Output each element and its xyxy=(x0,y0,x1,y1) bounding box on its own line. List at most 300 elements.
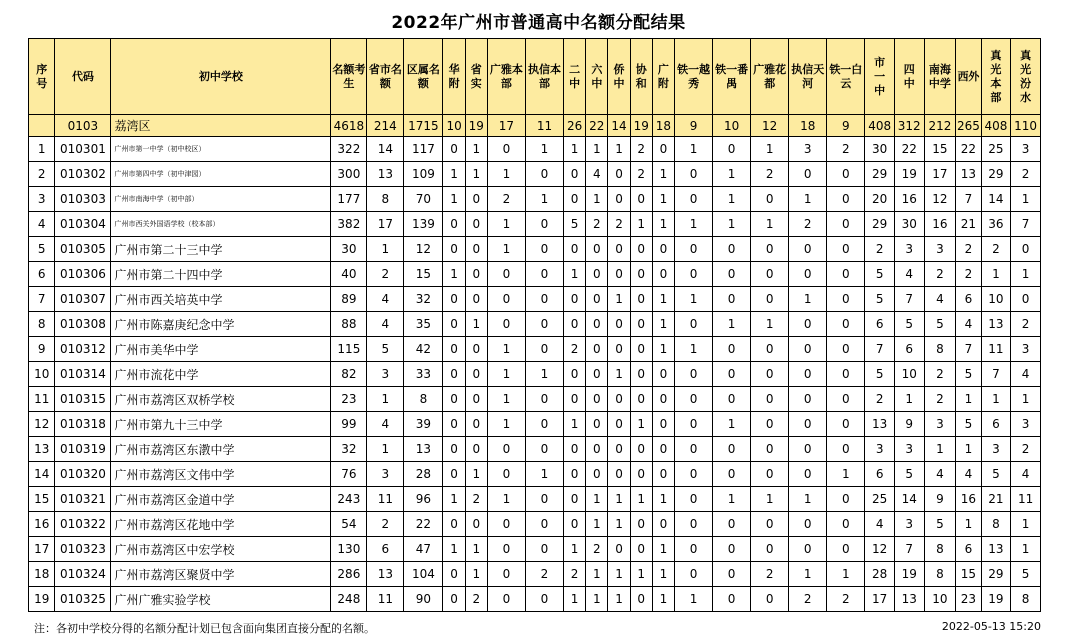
table-cell: 1 xyxy=(608,512,630,537)
table-cell: 1 xyxy=(465,562,487,587)
table-cell: 1 xyxy=(827,462,865,487)
table-cell: 0 xyxy=(827,187,865,212)
table-cell: 13 xyxy=(894,587,924,612)
table-cell: 1 xyxy=(827,562,865,587)
table-row xyxy=(29,137,1041,162)
table-cell: 2 xyxy=(827,587,865,612)
table-cell: 0 xyxy=(608,412,630,437)
column-header: 省实 xyxy=(465,39,487,115)
table-cell: 2 xyxy=(465,587,487,612)
table-row xyxy=(29,387,1041,412)
table-cell: 0 xyxy=(443,512,465,537)
table-cell: 11 xyxy=(367,587,404,612)
table-cell: 1 xyxy=(564,262,586,287)
table-cell: 9 xyxy=(675,115,713,137)
table-cell: 0 xyxy=(652,437,674,462)
table-cell: 2 xyxy=(789,212,827,237)
table-cell: 0 xyxy=(487,287,525,312)
table-cell: 1 xyxy=(652,562,674,587)
table-cell: 0 xyxy=(465,262,487,287)
table-cell: 1 xyxy=(586,137,608,162)
table-cell: 0 xyxy=(675,412,713,437)
table-cell: 1 xyxy=(652,162,674,187)
table-cell: 010315 xyxy=(55,387,111,412)
table-cell: 0 xyxy=(1011,237,1041,262)
table-cell: 0 xyxy=(487,262,525,287)
table-cell: 9 xyxy=(827,115,865,137)
table-cell: 1 xyxy=(652,312,674,337)
table-cell: 2 xyxy=(525,562,563,587)
timestamp: 2022-05-13 15:20 xyxy=(941,620,1041,633)
table-cell: 0 xyxy=(751,262,789,287)
table-cell: 4 xyxy=(367,312,404,337)
table-cell: 2 xyxy=(1011,437,1041,462)
table-cell: 1 xyxy=(956,387,981,412)
table-cell: 90 xyxy=(404,587,443,612)
column-header: 执信本部 xyxy=(525,39,563,115)
table-cell: 0 xyxy=(564,312,586,337)
table-cell: 20 xyxy=(865,187,895,212)
table-cell: 19 xyxy=(981,587,1011,612)
table-cell: 13 xyxy=(367,162,404,187)
table-cell: 010323 xyxy=(55,537,111,562)
table-cell: 6 xyxy=(29,262,55,287)
table-cell: 8 xyxy=(1011,587,1041,612)
table-cell: 0 xyxy=(713,387,751,412)
table-cell: 13 xyxy=(865,412,895,437)
table-cell: 9 xyxy=(894,412,924,437)
table-cell: 0 xyxy=(789,337,827,362)
table-cell: 0 xyxy=(675,512,713,537)
table-cell: 010305 xyxy=(55,237,111,262)
table-cell: 23 xyxy=(331,387,367,412)
table-cell: 1 xyxy=(751,487,789,512)
table-cell: 0 xyxy=(713,262,751,287)
table-cell: 10 xyxy=(924,587,956,612)
table-cell: 0 xyxy=(789,362,827,387)
table-cell: 0 xyxy=(789,462,827,487)
table-cell: 0 xyxy=(751,362,789,387)
table-cell: 6 xyxy=(894,337,924,362)
table-cell: 0 xyxy=(608,237,630,262)
table-cell: 8 xyxy=(981,512,1011,537)
table-cell: 1 xyxy=(675,212,713,237)
table-cell: 2 xyxy=(956,262,981,287)
table-cell: 1 xyxy=(981,387,1011,412)
table-cell: 5 xyxy=(956,412,981,437)
table-cell: 0 xyxy=(630,437,652,462)
table-cell: 1 xyxy=(487,387,525,412)
table-cell: 29 xyxy=(865,212,895,237)
table-cell: 0 xyxy=(525,512,563,537)
table-cell: 0 xyxy=(652,462,674,487)
table-cell: 0 xyxy=(465,337,487,362)
table-cell: 4618 xyxy=(331,115,367,137)
table-cell: 8 xyxy=(924,337,956,362)
table-cell: 19 xyxy=(465,115,487,137)
table-cell: 300 xyxy=(331,162,367,187)
table-cell: 8 xyxy=(404,387,443,412)
table-cell: 4 xyxy=(1011,362,1041,387)
table-cell: 0 xyxy=(443,212,465,237)
table-cell: 12 xyxy=(924,187,956,212)
table-cell: 15 xyxy=(404,262,443,287)
table-cell: 0 xyxy=(630,337,652,362)
table-cell: 0 xyxy=(608,462,630,487)
table-cell: 2 xyxy=(956,237,981,262)
table-cell: 0 xyxy=(443,337,465,362)
table-cell: 30 xyxy=(331,237,367,262)
table-cell: 12 xyxy=(751,115,789,137)
table-row xyxy=(29,312,1041,337)
table-cell: 0 xyxy=(443,387,465,412)
table-cell: 0 xyxy=(525,437,563,462)
table-cell: 13 xyxy=(956,162,981,187)
table-cell: 18 xyxy=(652,115,674,137)
table-cell: 7 xyxy=(981,362,1011,387)
table-cell: 0 xyxy=(525,212,563,237)
table-cell: 0 xyxy=(713,512,751,537)
table-cell: 0 xyxy=(827,162,865,187)
table-cell: 8 xyxy=(367,187,404,212)
table-cell: 382 xyxy=(331,212,367,237)
table-cell: 0 xyxy=(525,162,563,187)
table-cell: 1 xyxy=(608,362,630,387)
table-cell: 荔湾区 xyxy=(111,115,331,137)
table-cell: 17 xyxy=(924,162,956,187)
table-cell: 248 xyxy=(331,587,367,612)
table-cell: 1 xyxy=(789,487,827,512)
table-cell: 2 xyxy=(865,387,895,412)
table-row xyxy=(29,462,1041,487)
table-cell: 010324 xyxy=(55,562,111,587)
table-cell: 11 xyxy=(1011,487,1041,512)
table-cell: 12 xyxy=(404,237,443,262)
table-cell: 19 xyxy=(29,587,55,612)
table-cell: 0 xyxy=(608,387,630,412)
table-cell: 2 xyxy=(487,187,525,212)
table-cell: 4 xyxy=(367,412,404,437)
table-cell: 1 xyxy=(652,337,674,362)
table-cell: 1 xyxy=(981,262,1011,287)
table-cell: 35 xyxy=(404,312,443,337)
table-cell: 0 xyxy=(713,437,751,462)
table-cell: 1 xyxy=(924,437,956,462)
table-cell: 0 xyxy=(564,487,586,512)
table-row xyxy=(29,287,1041,312)
table-cell: 1 xyxy=(713,487,751,512)
table-cell: 19 xyxy=(894,562,924,587)
table-cell: 0 xyxy=(525,337,563,362)
table-cell: 1 xyxy=(525,187,563,212)
table-cell: 8 xyxy=(924,562,956,587)
table-cell: 0 xyxy=(789,412,827,437)
table-row xyxy=(29,362,1041,387)
table-cell: 010318 xyxy=(55,412,111,437)
table-cell: 0 xyxy=(675,387,713,412)
table-cell: 9 xyxy=(29,337,55,362)
table-cell: 17 xyxy=(487,115,525,137)
table-cell: 2 xyxy=(981,237,1011,262)
table-cell: 010308 xyxy=(55,312,111,337)
table-cell: 0 xyxy=(827,412,865,437)
column-header: 协和 xyxy=(630,39,652,115)
table-cell: 109 xyxy=(404,162,443,187)
table-cell: 0 xyxy=(443,312,465,337)
table-cell: 1 xyxy=(465,462,487,487)
column-header: 初中学校 xyxy=(111,39,331,115)
table-cell: 2 xyxy=(865,237,895,262)
table-cell: 1 xyxy=(487,212,525,237)
table-cell: 0 xyxy=(675,437,713,462)
table-cell: 1 xyxy=(586,187,608,212)
table-cell: 0 xyxy=(751,462,789,487)
table-cell: 0 xyxy=(751,512,789,537)
table-cell: 0 xyxy=(443,362,465,387)
table-cell: 0 xyxy=(827,362,865,387)
table-cell: 0 xyxy=(525,487,563,512)
table-cell: 0 xyxy=(525,587,563,612)
table-cell: 0 xyxy=(827,387,865,412)
table-cell: 1 xyxy=(443,262,465,287)
table-cell: 0 xyxy=(827,312,865,337)
table-cell: 3 xyxy=(981,437,1011,462)
table-row xyxy=(29,162,1041,187)
table-cell: 0 xyxy=(564,287,586,312)
table-cell: 2 xyxy=(630,137,652,162)
table-cell: 7 xyxy=(956,337,981,362)
table-cell: 广州市荔湾区金道中学 xyxy=(111,487,331,512)
column-header: 铁一白云 xyxy=(827,39,865,115)
table-cell: 0 xyxy=(630,587,652,612)
table-cell: 1 xyxy=(525,362,563,387)
table-cell: 0 xyxy=(751,412,789,437)
table-cell: 0 xyxy=(586,237,608,262)
table-cell: 2 xyxy=(465,487,487,512)
table-cell: 0 xyxy=(487,562,525,587)
table-cell: 1 xyxy=(586,487,608,512)
table-cell: 0 xyxy=(827,337,865,362)
column-header: 省市名额 xyxy=(367,39,404,115)
footnote: 注：各初中学校分得的名额分配计划已包含面向集团直接分配的名额。 xyxy=(34,622,375,635)
table-cell: 0 xyxy=(586,362,608,387)
table-cell: 214 xyxy=(367,115,404,137)
table-row xyxy=(29,587,1041,612)
table-cell: 2 xyxy=(924,387,956,412)
table-cell: 1 xyxy=(29,137,55,162)
table-cell: 13 xyxy=(981,537,1011,562)
table-cell: 13 xyxy=(29,437,55,462)
table-cell: 11 xyxy=(367,487,404,512)
table-cell: 0 xyxy=(630,362,652,387)
table-cell: 5 xyxy=(29,237,55,262)
table-cell: 0 xyxy=(827,537,865,562)
table-cell: 0 xyxy=(586,337,608,362)
table-cell: 10 xyxy=(894,362,924,387)
table-cell: 0 xyxy=(652,237,674,262)
table-cell: 25 xyxy=(981,137,1011,162)
table-cell: 10 xyxy=(443,115,465,137)
summary-row xyxy=(29,115,1041,137)
table-cell: 广州广雅实验学校 xyxy=(111,587,331,612)
table-cell: 010302 xyxy=(55,162,111,187)
table-cell: 23 xyxy=(956,587,981,612)
table-cell: 4 xyxy=(586,162,608,187)
table-cell: 0 xyxy=(564,512,586,537)
table-cell: 0 xyxy=(525,387,563,412)
table-cell: 1 xyxy=(608,487,630,512)
table-cell: 4 xyxy=(367,287,404,312)
table-cell: 11 xyxy=(29,387,55,412)
table-cell: 82 xyxy=(331,362,367,387)
table-cell: 139 xyxy=(404,212,443,237)
table-cell: 0 xyxy=(652,387,674,412)
table-cell: 广州市第二十四中学 xyxy=(111,262,331,287)
table-cell: 0 xyxy=(487,462,525,487)
table-cell: 1 xyxy=(956,512,981,537)
table-cell: 21 xyxy=(981,487,1011,512)
table-cell: 4 xyxy=(956,462,981,487)
table-cell: 2 xyxy=(1011,162,1041,187)
table-cell: 13 xyxy=(981,312,1011,337)
table-cell: 1 xyxy=(652,587,674,612)
table-cell: 0 xyxy=(564,462,586,487)
table-cell: 29 xyxy=(865,162,895,187)
table-cell: 广州市第九十三中学 xyxy=(111,412,331,437)
table-cell: 0 xyxy=(630,187,652,212)
table-cell: 0 xyxy=(751,237,789,262)
table-cell: 1 xyxy=(586,587,608,612)
table-cell: 0 xyxy=(630,462,652,487)
table-cell: 0 xyxy=(443,412,465,437)
table-cell: 广州市荔湾区花地中学 xyxy=(111,512,331,537)
table-cell: 1 xyxy=(465,312,487,337)
table-cell: 1 xyxy=(630,487,652,512)
table-row xyxy=(29,337,1041,362)
table-cell: 265 xyxy=(956,115,981,137)
table-cell: 88 xyxy=(331,312,367,337)
table-cell: 广州市美华中学 xyxy=(111,337,331,362)
table-cell: 广州市荔湾区聚贤中学 xyxy=(111,562,331,587)
table-row xyxy=(29,537,1041,562)
table-cell: 1 xyxy=(713,162,751,187)
table-cell: 0 xyxy=(443,587,465,612)
table-cell: 010303 xyxy=(55,187,111,212)
table-cell: 2 xyxy=(29,162,55,187)
table-cell: 1 xyxy=(487,162,525,187)
table-cell: 广州市第二十三中学 xyxy=(111,237,331,262)
column-header: 代码 xyxy=(55,39,111,115)
table-cell: 0 xyxy=(465,437,487,462)
table-cell: 1 xyxy=(564,137,586,162)
table-cell: 1 xyxy=(751,212,789,237)
table-cell: 0 xyxy=(465,362,487,387)
column-header: 铁一番禺 xyxy=(713,39,751,115)
table-cell: 1 xyxy=(675,287,713,312)
table-cell: 1 xyxy=(630,562,652,587)
table-cell: 0 xyxy=(827,237,865,262)
column-header: 侨中 xyxy=(608,39,630,115)
column-header: 市一中 xyxy=(865,39,895,115)
table-row xyxy=(29,512,1041,537)
table-cell: 0 xyxy=(751,187,789,212)
table-cell: 33 xyxy=(404,362,443,387)
table-cell: 4 xyxy=(29,212,55,237)
table-cell: 0 xyxy=(713,562,751,587)
table-cell: 3 xyxy=(29,187,55,212)
table-cell: 22 xyxy=(894,137,924,162)
table-cell: 1 xyxy=(1011,262,1041,287)
table-cell: 3 xyxy=(789,137,827,162)
table-cell: 0 xyxy=(751,437,789,462)
table-cell: 广州市荔湾区东漖中学 xyxy=(111,437,331,462)
table-cell: 5 xyxy=(1011,562,1041,587)
table-cell: 322 xyxy=(331,137,367,162)
table-cell: 0 xyxy=(586,387,608,412)
table-cell: 0 xyxy=(713,537,751,562)
table-cell: 0 xyxy=(1011,287,1041,312)
table-cell: 25 xyxy=(865,487,895,512)
table-cell: 0 xyxy=(630,512,652,537)
table-cell: 广州市第四中学（初中津园） xyxy=(111,162,331,187)
table-cell: 1 xyxy=(630,412,652,437)
table-cell: 1 xyxy=(713,212,751,237)
table-cell: 0 xyxy=(713,362,751,387)
table-cell: 11 xyxy=(981,337,1011,362)
table-cell: 70 xyxy=(404,187,443,212)
column-header: 南海中学 xyxy=(924,39,956,115)
table-cell: 0 xyxy=(525,287,563,312)
table-cell: 10 xyxy=(713,115,751,137)
table-cell: 39 xyxy=(404,412,443,437)
table-cell: 1 xyxy=(487,412,525,437)
table-row xyxy=(29,437,1041,462)
table-cell: 0 xyxy=(443,462,465,487)
table-cell: 19 xyxy=(894,162,924,187)
table-cell: 广州市陈嘉庚纪念中学 xyxy=(111,312,331,337)
table-cell: 17 xyxy=(367,212,404,237)
table-cell: 1 xyxy=(465,537,487,562)
column-header: 广附 xyxy=(652,39,674,115)
table-cell: 0 xyxy=(586,287,608,312)
table-cell: 42 xyxy=(404,337,443,362)
table-cell: 54 xyxy=(331,512,367,537)
table-cell: 1 xyxy=(465,137,487,162)
table-cell: 2 xyxy=(630,162,652,187)
table-cell: 1 xyxy=(713,312,751,337)
table-cell: 312 xyxy=(894,115,924,137)
table-cell: 0 xyxy=(675,487,713,512)
table-cell: 17 xyxy=(29,537,55,562)
table-cell: 117 xyxy=(404,137,443,162)
table-cell: 010312 xyxy=(55,337,111,362)
table-cell: 1 xyxy=(652,287,674,312)
table-cell: 4 xyxy=(956,312,981,337)
table-row xyxy=(29,237,1041,262)
header-row xyxy=(29,39,1041,115)
table-cell: 0 xyxy=(789,237,827,262)
table-cell: 0 xyxy=(652,412,674,437)
table-cell: 8 xyxy=(924,537,956,562)
column-header: 真光汾水 xyxy=(1011,39,1041,115)
table-cell: 3 xyxy=(894,512,924,537)
column-header: 华附 xyxy=(443,39,465,115)
table-cell: 22 xyxy=(956,137,981,162)
table-cell: 10 xyxy=(981,287,1011,312)
table-cell: 1 xyxy=(751,137,789,162)
table-cell: 1 xyxy=(894,387,924,412)
table-cell: 1 xyxy=(751,312,789,337)
